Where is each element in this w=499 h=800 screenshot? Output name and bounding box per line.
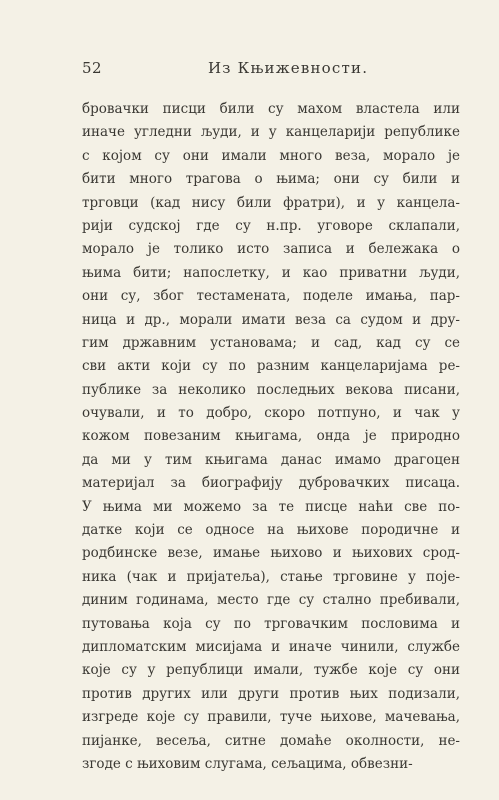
text-line: родбинске везе, имање њихово и њихових срод- (82, 545, 460, 562)
text-line: с којом су они имали много веза, морало је (82, 147, 460, 164)
text-line: морало је толико исто записа и бележака о (82, 241, 460, 258)
text-line: њима бити; напослетку, и као приватни људи, (82, 264, 460, 281)
running-title: Из Књижевности. (208, 59, 369, 77)
text-line: датке који се односе на њихове породичне и (82, 522, 460, 539)
text-line: материјал за биографију дубровачких писаца. (82, 475, 460, 492)
text-line: ника (чак и пријатеља), стање трговине у поје- (82, 568, 460, 585)
text-line: пијанке, весеља, ситне домаће околности, не- (82, 732, 460, 749)
text-line: ница и др., морали имати веза са судом и дру- (82, 311, 460, 328)
text-line: У њима ми можемо за те писце наћи све по- (82, 498, 460, 515)
text-line: бровачки писци били су махом властела или (82, 101, 460, 117)
text-line: рији судској где су н.пр. уговоре склапали, (82, 217, 460, 234)
text-line: које су у републици имали, тужбе које су они (82, 662, 460, 679)
text-line: против других или други против њих подизали, (82, 685, 460, 702)
text-line: бити много трагова о њима; они су били и (82, 171, 460, 188)
body-text (82, 98, 460, 776)
text-line: трговци (кад нису били фратри), и у канцела- (82, 194, 460, 211)
text-line: кожом повезаним књигама, онда је природно (82, 428, 460, 445)
text-line: згоде с њиховим слугама, сељацима, обвезни- (82, 755, 413, 772)
text-line: диним годинама, место где су стално пребивали, (82, 592, 460, 609)
text-line: иначе угледни људи, и у канцеларији републике (82, 124, 460, 141)
text-line: дипломатским мисијама и иначе чинили, службе (82, 638, 460, 655)
text-line: путовања која су по трговачким пословима и (82, 615, 460, 632)
text-line: очували, и то добро, скоро потпуно, и чак у (82, 405, 460, 422)
text-line: публике за неколико последњих векова писани, (82, 381, 460, 398)
text-line: гим државним установама; и сад, кад су се (82, 334, 460, 351)
running-header (82, 59, 462, 81)
text-line: они су, због тестамената, поделе имања, пар- (82, 288, 460, 305)
text-line: изгреде које су правили, туче њихове, мачевања, (82, 709, 460, 726)
text-line: да ми у тим књигама данас имамо драгоцен (82, 451, 460, 468)
page-number: 52 (82, 59, 103, 77)
text-line: сви акти који су по разним канцеларијама ре- (82, 358, 460, 375)
